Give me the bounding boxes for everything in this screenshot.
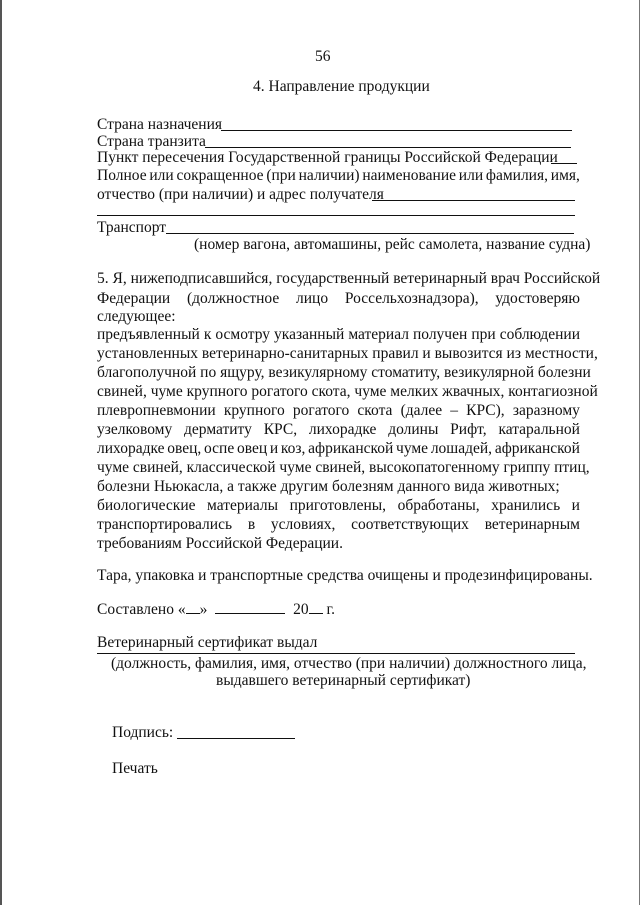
compiled-year-blank	[309, 613, 323, 614]
word: дерматиту	[184, 421, 252, 438]
word: долины	[388, 421, 439, 438]
page-number: 56	[315, 48, 331, 65]
recipient-line-1	[372, 200, 575, 201]
word: узелковому	[97, 421, 173, 438]
compiled-suffix: г.	[326, 601, 335, 618]
word: катаральной	[498, 421, 580, 438]
section-5-line-10	[97, 440, 580, 458]
section-5-line-3: следующее:	[97, 308, 176, 325]
word: хранились	[491, 497, 561, 514]
recipient-label-line1	[97, 167, 580, 185]
border-point-label: Пункт пересечения Государственной границы Российской Федерации	[97, 149, 558, 166]
word: африканской	[494, 440, 580, 457]
section-5-line-7: свиней, чуме крупного рогатого скота, чуме мелких жвачных, контагиозной	[97, 383, 598, 400]
country-destination-line	[221, 130, 572, 131]
word: удостоверяю	[495, 290, 580, 307]
word: рогатого	[292, 402, 350, 419]
section-5-line-14	[97, 516, 580, 534]
word: или	[149, 167, 174, 184]
compiled-month-blank	[215, 613, 285, 614]
word: заразному	[512, 402, 580, 419]
word: приготовлены,	[289, 497, 387, 514]
issuer-hint-line-1: (должность, фамилия, имя, отчество (при наличии) должностного лица,	[111, 655, 587, 672]
section-5-line-5: установленных ветеринарно-санитарных правил и вывозится из местности,	[97, 345, 598, 362]
word: Полное	[97, 167, 147, 184]
word: и	[571, 497, 580, 514]
word: при	[471, 326, 496, 343]
word: условиях,	[270, 516, 336, 533]
tara-statement: Тара, упаковка и транспортные средства очищены и продезинфицированы.	[97, 567, 593, 584]
word: биологические	[97, 497, 196, 514]
word: или	[458, 167, 484, 184]
word: лошадей,	[430, 440, 493, 457]
word: лицо	[296, 290, 329, 307]
word: Федерации	[97, 290, 171, 307]
signature-label: Подпись:	[112, 724, 174, 741]
word: транспортировались	[97, 516, 233, 533]
stamp-label: Печать	[112, 760, 158, 777]
word: (далее	[400, 402, 443, 419]
word: овец	[236, 440, 268, 457]
word: оспе	[204, 440, 235, 457]
section-5-line-6: благополучной по ящуру, везикулярному стоматиту, везикулярной болезни	[97, 364, 591, 381]
word: соблюдении	[499, 326, 580, 343]
country-destination-label: Страна назначения	[97, 116, 223, 133]
word: наименование	[362, 167, 456, 184]
compiled-quote-close: »	[199, 601, 208, 618]
word: и	[269, 440, 279, 457]
compiled-prefix: Составлено «	[97, 601, 186, 618]
word: к	[203, 326, 212, 343]
word: Россельхознадзора),	[344, 290, 479, 307]
issued-by-label: Ветеринарный сертификат выдал	[97, 634, 318, 651]
section-4-heading: 4. Направление продукции	[253, 78, 430, 95]
transport-hint: (номер вагона, автомашины, рейс самолета, название судна)	[194, 236, 591, 253]
word: фамилия,	[485, 167, 548, 184]
signature-line	[177, 738, 295, 739]
section-5-line-8	[97, 402, 580, 420]
border-point-line	[551, 163, 577, 164]
compiled-year: 20	[293, 601, 309, 618]
issuer-line	[97, 653, 575, 654]
word: овец,	[167, 440, 202, 457]
section-5-line-2	[97, 290, 580, 308]
word: указанный	[274, 326, 345, 343]
word: имя,	[550, 167, 580, 184]
word: лихорадке	[97, 440, 165, 457]
word: скота	[357, 402, 393, 419]
country-transit-label: Страна транзита	[97, 133, 206, 150]
word: чуме	[396, 440, 429, 457]
transport-label: Транспорт	[97, 219, 167, 236]
word: плевропневмонии	[97, 402, 216, 419]
transport-line	[166, 233, 574, 234]
word: крупного	[223, 402, 285, 419]
word: соответствующих	[351, 516, 469, 533]
section-5-line-12: болезни Ньюкасла, а также другим болезням данного вида животных;	[97, 478, 560, 495]
word: материалы	[207, 497, 279, 514]
section-5-line-15: требованиям Российской Федерации.	[97, 535, 343, 552]
word: наличии)	[298, 167, 360, 184]
word: предъявленный	[97, 326, 200, 343]
word: ветеринарным	[484, 516, 580, 533]
section-5-line-4	[97, 326, 580, 344]
word: Рифт,	[450, 421, 487, 438]
recipient-label-line2: отчество (при наличии) и адрес получателя	[97, 186, 384, 203]
word: получен	[412, 326, 468, 343]
word: осмотру	[215, 326, 271, 343]
word: сокращенное	[176, 167, 264, 184]
word: в	[247, 516, 256, 533]
word: африканской	[308, 440, 394, 457]
word: коз,	[280, 440, 306, 457]
word: (должностное	[186, 290, 280, 307]
word: лихорадке	[308, 421, 377, 438]
word: материал	[348, 326, 409, 343]
word: (при	[266, 167, 296, 184]
word: обработаны,	[397, 497, 480, 514]
compiled-date-line	[97, 601, 335, 619]
word: КРС),	[466, 402, 505, 419]
section-5-line-9	[97, 421, 580, 439]
section-5-line-1: 5. Я, нижеподписавшийся, государственный ветеринарный врач Российской	[97, 270, 601, 287]
recipient-line-2	[97, 215, 575, 216]
issuer-hint-line-2: выдавшего ветеринарный сертификат)	[216, 672, 471, 689]
word: –	[450, 402, 459, 419]
section-5-line-11: чуме свиней, классической чуме свиней, высокопатогенному гриппу птиц,	[97, 459, 590, 476]
country-transit-line	[205, 147, 571, 148]
section-5-line-13	[97, 497, 580, 515]
word: КРС,	[263, 421, 298, 438]
compiled-day-blank	[186, 613, 200, 614]
